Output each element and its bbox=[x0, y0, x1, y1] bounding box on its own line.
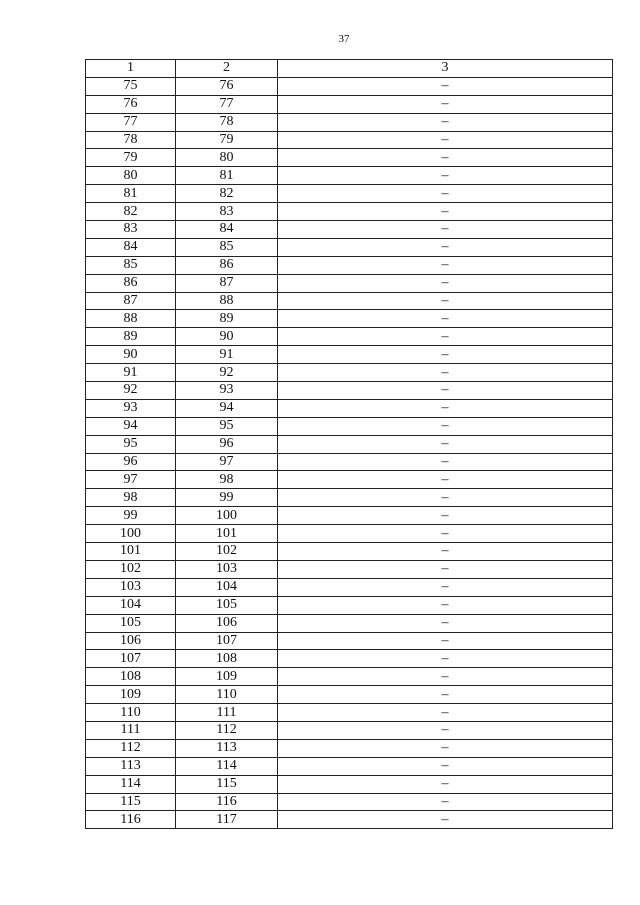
table-cell-col-3: – bbox=[278, 721, 613, 739]
table-row bbox=[86, 221, 613, 239]
table-row bbox=[86, 417, 613, 435]
table-cell-col-3: – bbox=[278, 256, 613, 274]
table-cell-col-2: 115 bbox=[176, 775, 278, 793]
table-cell-col-2: 90 bbox=[176, 328, 278, 346]
table-cell-col-3: – bbox=[278, 292, 613, 310]
table-cell-col-3: – bbox=[278, 614, 613, 632]
table-cell-col-1: 103 bbox=[86, 578, 176, 596]
table-row bbox=[86, 435, 613, 453]
table-cell-col-2: 109 bbox=[176, 668, 278, 686]
table-cell-col-1: 114 bbox=[86, 775, 176, 793]
table-cell-col-1: 77 bbox=[86, 113, 176, 131]
table-cell-col-2: 84 bbox=[176, 221, 278, 239]
table-cell-col-3: – bbox=[278, 435, 613, 453]
table-cell-col-2: 89 bbox=[176, 310, 278, 328]
table-cell-col-1: 79 bbox=[86, 149, 176, 167]
table-cell-col-3: – bbox=[278, 596, 613, 614]
table-row bbox=[86, 650, 613, 668]
table-cell-col-2: 88 bbox=[176, 292, 278, 310]
table-cell-col-2: 105 bbox=[176, 596, 278, 614]
table-cell-col-3: – bbox=[278, 346, 613, 364]
table-cell-col-3: – bbox=[278, 811, 613, 829]
table-cell-col-1: 78 bbox=[86, 131, 176, 149]
table-cell-col-3: – bbox=[278, 686, 613, 704]
table-row bbox=[86, 632, 613, 650]
table-cell-col-1: 93 bbox=[86, 399, 176, 417]
table-cell-col-3: – bbox=[278, 543, 613, 561]
table-cell-col-3: – bbox=[278, 77, 613, 95]
table-row bbox=[86, 453, 613, 471]
table-cell-col-1: 111 bbox=[86, 721, 176, 739]
table-cell-col-1: 87 bbox=[86, 292, 176, 310]
table-row bbox=[86, 310, 613, 328]
table-cell-col-2: 85 bbox=[176, 238, 278, 256]
table-row bbox=[86, 471, 613, 489]
table-cell-col-2: 100 bbox=[176, 507, 278, 525]
table-cell-col-1: 97 bbox=[86, 471, 176, 489]
table-cell-col-3: – bbox=[278, 399, 613, 417]
table-cell-col-3: – bbox=[278, 221, 613, 239]
table-cell-col-3: – bbox=[278, 739, 613, 757]
table-cell-col-1: 101 bbox=[86, 543, 176, 561]
data-table bbox=[85, 59, 613, 829]
table-row bbox=[86, 614, 613, 632]
table-cell-col-3: – bbox=[278, 560, 613, 578]
page-number: 37 bbox=[338, 33, 350, 45]
table-cell-col-3: – bbox=[278, 704, 613, 722]
table-row bbox=[86, 203, 613, 221]
table-row bbox=[86, 292, 613, 310]
table-cell-col-1: 115 bbox=[86, 793, 176, 811]
table-cell-col-1: 100 bbox=[86, 525, 176, 543]
table-row bbox=[86, 721, 613, 739]
table-cell-col-2: 110 bbox=[176, 686, 278, 704]
table-cell-col-2: 87 bbox=[176, 274, 278, 292]
table-row bbox=[86, 578, 613, 596]
table-cell-col-2: 86 bbox=[176, 256, 278, 274]
table-cell-col-2: 112 bbox=[176, 721, 278, 739]
table-row bbox=[86, 739, 613, 757]
table-cell-col-3: – bbox=[278, 113, 613, 131]
table-cell-col-2: 93 bbox=[176, 382, 278, 400]
table-cell-col-1: 95 bbox=[86, 435, 176, 453]
table-cell-col-3: – bbox=[278, 364, 613, 382]
table-cell-col-2: 111 bbox=[176, 704, 278, 722]
table-cell-col-2: 116 bbox=[176, 793, 278, 811]
table-row bbox=[86, 77, 613, 95]
table-body bbox=[86, 77, 613, 828]
table-cell-col-3: – bbox=[278, 328, 613, 346]
table-row bbox=[86, 525, 613, 543]
table-cell-col-1: 85 bbox=[86, 256, 176, 274]
table-cell-col-2: 99 bbox=[176, 489, 278, 507]
table-cell-col-2: 104 bbox=[176, 578, 278, 596]
table-cell-col-2: 98 bbox=[176, 471, 278, 489]
table-cell-col-2: 91 bbox=[176, 346, 278, 364]
table-cell-col-2: 117 bbox=[176, 811, 278, 829]
table-cell-col-3: – bbox=[278, 489, 613, 507]
table-cell-col-2: 106 bbox=[176, 614, 278, 632]
table-cell-col-3: – bbox=[278, 167, 613, 185]
table-cell-col-1: 96 bbox=[86, 453, 176, 471]
table-row bbox=[86, 489, 613, 507]
table-cell-col-3: – bbox=[278, 775, 613, 793]
table-cell-col-2: 80 bbox=[176, 149, 278, 167]
table-cell-col-3: – bbox=[278, 578, 613, 596]
table-cell-col-1: 81 bbox=[86, 185, 176, 203]
table-row bbox=[86, 507, 613, 525]
table-cell-col-3: – bbox=[278, 668, 613, 686]
table-row bbox=[86, 95, 613, 113]
table-cell-col-3: – bbox=[278, 95, 613, 113]
table-row bbox=[86, 113, 613, 131]
table-cell-col-2: 83 bbox=[176, 203, 278, 221]
table-row bbox=[86, 757, 613, 775]
table-cell-col-2: 78 bbox=[176, 113, 278, 131]
table-row bbox=[86, 686, 613, 704]
table-cell-col-3: – bbox=[278, 757, 613, 775]
table-cell-col-1: 83 bbox=[86, 221, 176, 239]
table-cell-col-1: 86 bbox=[86, 274, 176, 292]
table-row bbox=[86, 775, 613, 793]
table-cell-col-1: 76 bbox=[86, 95, 176, 113]
table-cell-col-1: 84 bbox=[86, 238, 176, 256]
table-cell-col-3: – bbox=[278, 310, 613, 328]
table-cell-col-3: – bbox=[278, 525, 613, 543]
table-row bbox=[86, 131, 613, 149]
table-cell-col-2: 103 bbox=[176, 560, 278, 578]
table-cell-col-1: 82 bbox=[86, 203, 176, 221]
table-row bbox=[86, 811, 613, 829]
table-cell-col-2: 76 bbox=[176, 77, 278, 95]
table-row bbox=[86, 382, 613, 400]
table-cell-col-1: 102 bbox=[86, 560, 176, 578]
table-cell-col-1: 106 bbox=[86, 632, 176, 650]
table-cell-col-2: 92 bbox=[176, 364, 278, 382]
table-header bbox=[86, 60, 613, 78]
table-cell-col-1: 108 bbox=[86, 668, 176, 686]
table-cell-col-3: – bbox=[278, 453, 613, 471]
table-row bbox=[86, 328, 613, 346]
table-cell-col-3: – bbox=[278, 238, 613, 256]
table-cell-col-1: 94 bbox=[86, 417, 176, 435]
table-cell-col-1: 110 bbox=[86, 704, 176, 722]
table-cell-col-3: – bbox=[278, 274, 613, 292]
table-row bbox=[86, 793, 613, 811]
table-row bbox=[86, 560, 613, 578]
table-row bbox=[86, 668, 613, 686]
column-header-2: 2 bbox=[176, 60, 278, 78]
table-cell-col-1: 104 bbox=[86, 596, 176, 614]
table-row bbox=[86, 543, 613, 561]
table-cell-col-2: 108 bbox=[176, 650, 278, 668]
table-cell-col-1: 112 bbox=[86, 739, 176, 757]
column-header-1: 1 bbox=[86, 60, 176, 78]
table-row bbox=[86, 238, 613, 256]
table-row bbox=[86, 364, 613, 382]
table-cell-col-2: 102 bbox=[176, 543, 278, 561]
table-cell-col-2: 96 bbox=[176, 435, 278, 453]
table-cell-col-3: – bbox=[278, 471, 613, 489]
table-cell-col-2: 94 bbox=[176, 399, 278, 417]
table-cell-col-1: 116 bbox=[86, 811, 176, 829]
table-row bbox=[86, 596, 613, 614]
table-cell-col-1: 80 bbox=[86, 167, 176, 185]
table-cell-col-1: 105 bbox=[86, 614, 176, 632]
table-cell-col-2: 77 bbox=[176, 95, 278, 113]
table-cell-col-2: 107 bbox=[176, 632, 278, 650]
table-cell-col-3: – bbox=[278, 185, 613, 203]
table-row bbox=[86, 149, 613, 167]
table-cell-col-3: – bbox=[278, 417, 613, 435]
table-cell-col-3: – bbox=[278, 131, 613, 149]
table-cell-col-1: 90 bbox=[86, 346, 176, 364]
table-cell-col-3: – bbox=[278, 507, 613, 525]
table-cell-col-2: 114 bbox=[176, 757, 278, 775]
column-header-3: 3 bbox=[278, 60, 613, 78]
table-cell-col-3: – bbox=[278, 650, 613, 668]
table-cell-col-2: 81 bbox=[176, 167, 278, 185]
table-cell-col-1: 89 bbox=[86, 328, 176, 346]
table-cell-col-1: 99 bbox=[86, 507, 176, 525]
table-cell-col-1: 109 bbox=[86, 686, 176, 704]
table-cell-col-2: 101 bbox=[176, 525, 278, 543]
table-cell-col-1: 107 bbox=[86, 650, 176, 668]
table-row bbox=[86, 399, 613, 417]
table-cell-col-2: 82 bbox=[176, 185, 278, 203]
table-cell-col-3: – bbox=[278, 149, 613, 167]
table-cell-col-1: 91 bbox=[86, 364, 176, 382]
table-row bbox=[86, 256, 613, 274]
table-cell-col-2: 97 bbox=[176, 453, 278, 471]
table-row bbox=[86, 704, 613, 722]
table-cell-col-2: 113 bbox=[176, 739, 278, 757]
table-row bbox=[86, 185, 613, 203]
table-cell-col-1: 98 bbox=[86, 489, 176, 507]
table-cell-col-3: – bbox=[278, 793, 613, 811]
table-cell-col-2: 79 bbox=[176, 131, 278, 149]
table-cell-col-1: 92 bbox=[86, 382, 176, 400]
table-cell-col-1: 75 bbox=[86, 77, 176, 95]
table-header-row bbox=[86, 60, 613, 78]
table-row bbox=[86, 274, 613, 292]
table-cell-col-1: 88 bbox=[86, 310, 176, 328]
table-cell-col-2: 95 bbox=[176, 417, 278, 435]
table-cell-col-3: – bbox=[278, 632, 613, 650]
table-row bbox=[86, 346, 613, 364]
table-cell-col-3: – bbox=[278, 203, 613, 221]
table-row bbox=[86, 167, 613, 185]
table-cell-col-1: 113 bbox=[86, 757, 176, 775]
table-cell-col-3: – bbox=[278, 382, 613, 400]
